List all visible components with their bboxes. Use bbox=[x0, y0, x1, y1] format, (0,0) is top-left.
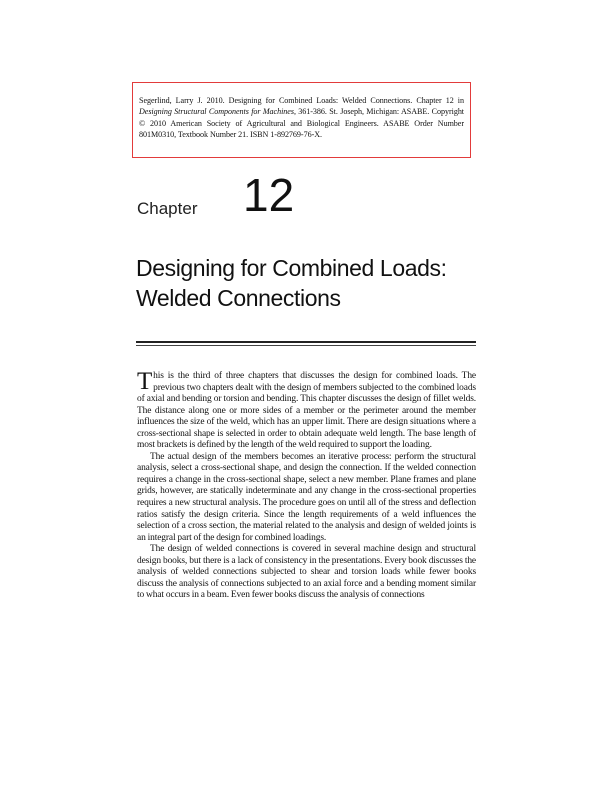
body-text bbox=[137, 368, 476, 602]
paragraph-2: The actual design of the members becomes an iterative process: perform the structural analysis, select a cross-sectional shape, and design the connection. If the welded connection requires a change in the cross-sectional shape, select a new member. Plane frames and plane grids, however, are statically indeterminate and any change in the cross-sectional properties requires a new structural analysis. The procedure goes on until all of the stress and deflection ratios satisfy the design criteria. Since the length requirements of a weld influences the selection of a cross section, the material related to the analysis and design of welded joints is an integral part of the design for combined loadings. bbox=[137, 451, 476, 543]
paragraph-1-text: his is the third of three chapters that discusses the design for combined loads. The previous two chapters dealt with the design of members subjected to the combined loads of axial and bending or torsion and bending. This chapter discusses the design of fillet welds. The distance along one or more sides of a member or the perimeter around the member influences the size of the weld, which has an upper limit. There are design situations where a cross-sectional shape is selected in order to obtain adequate weld length. The base length of most brackets is defined by the length of the weld required to support the loading. bbox=[137, 371, 476, 451]
citation-details: , 361-386. St. Joseph, Michigan: ASABE. Copyright © 2010 American Society of Agricultural and Biological Engineers. ASABE Order Number 801M0310, Textbook Number 21. ISBN 1-892769-76-X. bbox=[139, 107, 465, 140]
chapter-title-line-1: Designing for Combined Loads: bbox=[136, 255, 447, 281]
drop-cap: T bbox=[137, 368, 153, 395]
citation-text: Segerlind, Larry J. 2010. Designing for Combined Loads: Welded Connections. Chapter 12 in bbox=[139, 96, 464, 105]
paragraph-1 bbox=[137, 368, 476, 452]
chapter-label: Chapter bbox=[137, 199, 198, 218]
chapter-number: 12 bbox=[243, 169, 295, 221]
title-rule-thick bbox=[136, 341, 476, 343]
citation-box bbox=[132, 82, 471, 158]
title-rule-thin bbox=[136, 345, 476, 346]
citation-book-title: Designing Structural Components for Machines bbox=[139, 107, 294, 117]
chapter-title bbox=[136, 253, 496, 313]
paragraph-3: The design of welded connections is covered in several machine design and structural design books, but there is a lack of consistency in the presentations. Every book discusses the analysis of welded connections subjected to shear and torsion loads while fewer books discuss the analysis of connections subjected to an axial force and a bending moment similar to what occurs in a beam. Even fewer books discuss the analysis of connections bbox=[137, 544, 476, 601]
chapter-title-line-2: Welded Connections bbox=[136, 285, 341, 311]
